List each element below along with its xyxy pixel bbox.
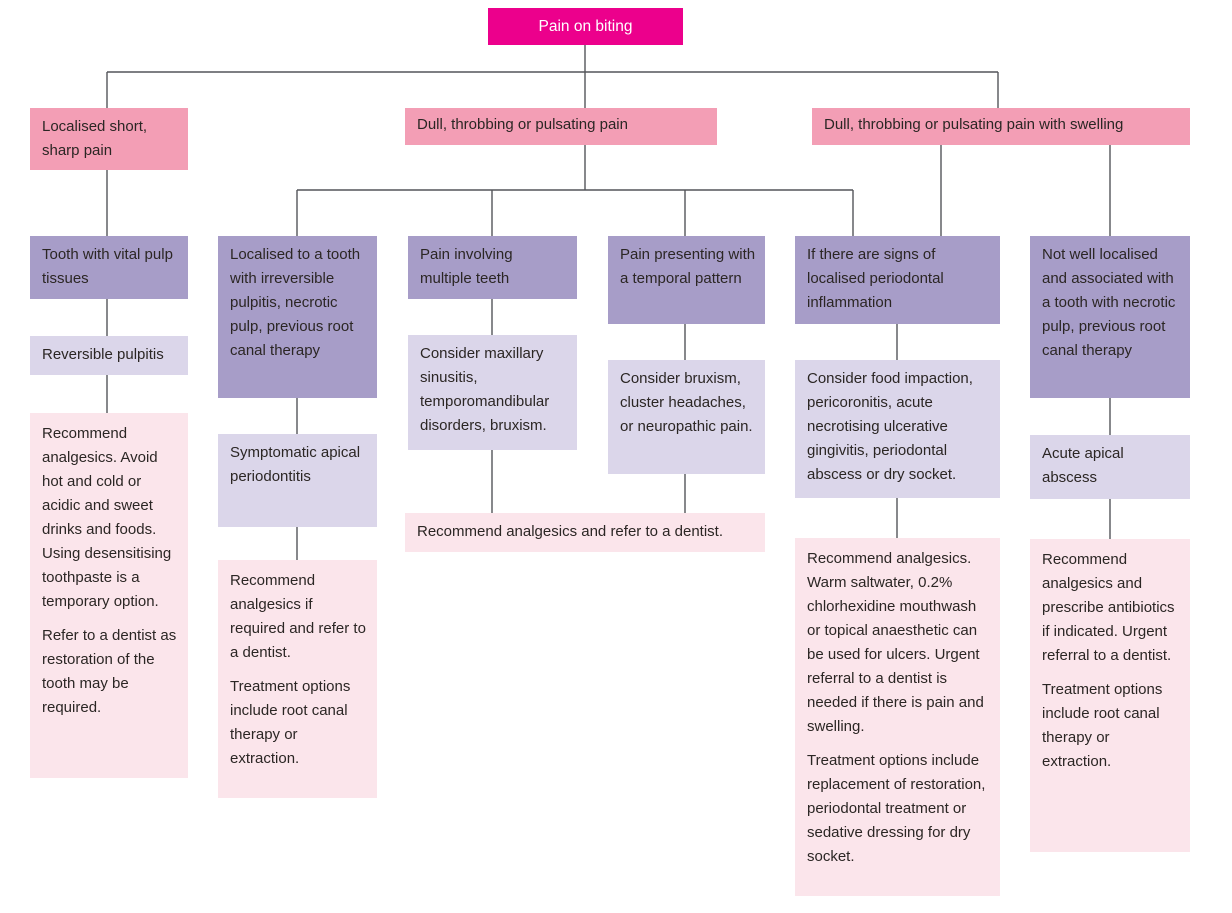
node-advice-periodontal <box>795 538 1000 896</box>
node-advice-apical-abscess <box>1030 539 1190 852</box>
node-advice-reversible-pulpitis <box>30 413 188 778</box>
advice-paragraph: Refer to a dentist as restoration of the tooth may be required. <box>42 627 177 716</box>
node-pain-on-biting: Pain on biting <box>488 8 683 45</box>
node-acute-apical-abscess: Acute apical abscess <box>1030 435 1190 499</box>
node-tooth-vital-pulp: Tooth with vital pulp tissues <box>30 236 188 299</box>
advice-paragraph: Treatment options include replacement of restoration, periodontal treatment or sedative dressing for dry socket. <box>807 752 986 865</box>
advice-paragraph: Treatment options include root canal therapy or extraction. <box>1042 681 1163 770</box>
advice-paragraph: Recommend analgesics and prescribe antibiotics if indicated. Urgent referral to a dentist. <box>1042 551 1175 664</box>
node-consider-bruxism: Consider bruxism, cluster headaches, or neuropathic pain. <box>608 360 765 474</box>
node-temporal-pattern: Pain presenting with a temporal pattern <box>608 236 765 324</box>
advice-paragraph: Recommend analgesics. Avoid hot and cold or acidic and sweet drinks and foods. Using desensitising toothpaste is a temporary option. <box>42 425 172 610</box>
node-symptomatic-apical-periodontitis: Symptomatic apical periodontitis <box>218 434 377 527</box>
node-necrotic-pulp-not-localised: Not well localised and associated with a tooth with necrotic pulp, previous root canal therapy <box>1030 236 1190 398</box>
node-periodontal-inflammation: If there are signs of localised periodontal inflammation <box>795 236 1000 324</box>
node-advice-refer-dentist: Recommend analgesics and refer to a dentist. <box>405 513 765 552</box>
node-irreversible-pulpitis: Localised to a tooth with irreversible pulpitis, necrotic pulp, previous root canal therapy <box>218 236 377 398</box>
advice-paragraph: Recommend analgesics if required and refer to a dentist. <box>230 572 366 661</box>
node-pain-multiple-teeth: Pain involving multiple teeth <box>408 236 577 299</box>
node-advice-apical-periodontitis <box>218 560 377 798</box>
node-dull-throbbing-pain-with-swelling: Dull, throbbing or pulsating pain with swelling <box>812 108 1190 145</box>
node-dull-throbbing-pulsating-pain: Dull, throbbing or pulsating pain <box>405 108 717 145</box>
node-consider-maxillary-sinusitis: Consider maxillary sinusitis, temporomandibular disorders, bruxism. <box>408 335 577 450</box>
advice-paragraph: Recommend analgesics. Warm saltwater, 0.2% chlorhexidine mouthwash or topical anaesthetic can be used for ulcers. Urgent referral to a dentist is needed if there is pain and swelling. <box>807 550 984 735</box>
advice-paragraph: Treatment options include root canal therapy or extraction. <box>230 678 351 767</box>
node-localised-short-sharp-pain: Localised short, sharp pain <box>30 108 188 170</box>
node-reversible-pulpitis: Reversible pulpitis <box>30 336 188 375</box>
node-consider-food-impaction: Consider food impaction, pericoronitis, acute necrotising ulcerative gingivitis, periodontal abscess or dry socket. <box>795 360 1000 498</box>
